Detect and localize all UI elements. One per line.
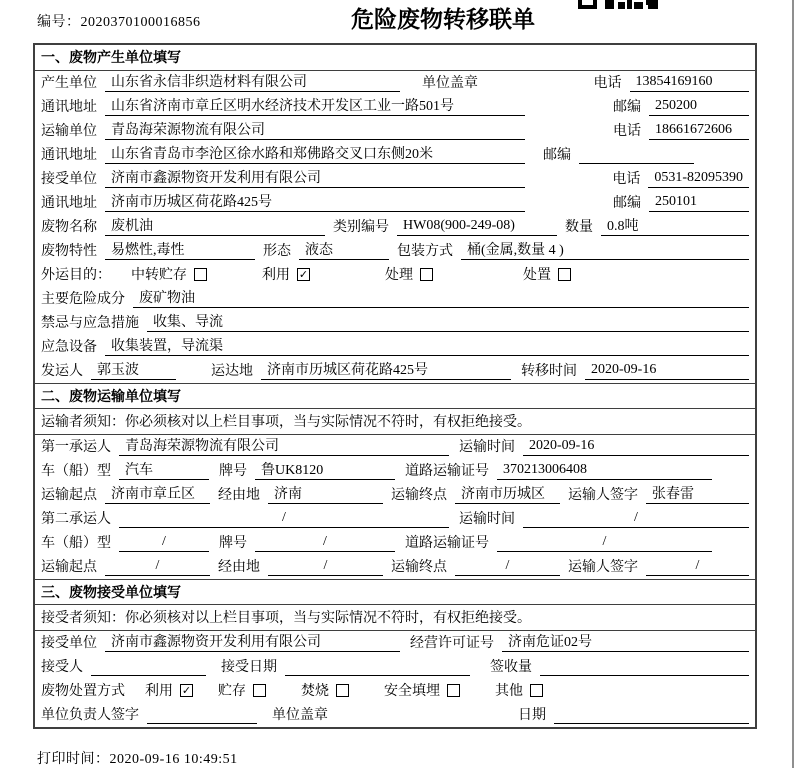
plate1-value: 鲁UK8120 [255,459,395,480]
destination-value: 济南市历城区荷花路425号 [261,359,511,380]
equipment-row [35,335,755,359]
quantity-value: 0.8吨 [601,215,749,236]
option-label: 利用 [145,684,173,699]
road-cert-label: 道路运输证号 [405,536,489,551]
date-label: 日期 [518,708,546,723]
carrier1-value: 青岛海荣源物流有限公司 [119,435,449,456]
character-label: 废物特性 [41,244,97,259]
receiver-address-row [35,191,755,215]
license-label: 经营许可证号 [410,636,494,651]
unit-seal-label: 单位盖章 [272,708,328,723]
receiver-address-value: 济南市历城区荷花路425号 [105,191,525,212]
route1-row [35,483,755,507]
taboo-label: 禁忌与应急措施 [41,316,139,331]
section2-header [35,383,755,409]
equipment-value: 收集装置，导流渠 [105,335,749,356]
option-label: 贮存 [218,684,246,699]
shipper-label: 发运人 [41,364,83,379]
transporter-zip-value [579,146,694,164]
accept-unit-label: 接受单位 [41,636,97,651]
signature-label: 运输人签字 [568,488,638,503]
received-amount-value [540,658,749,676]
checkbox-store [253,684,266,697]
accept-person-label: 接受人 [41,660,83,675]
received-amount-label: 签收量 [490,660,532,675]
purpose-label: 外运目的： [41,268,111,283]
receiver-label: 接受单位 [41,172,97,187]
producer-label: 产生单位 [41,76,97,91]
road-cert1-value: 370213006408 [497,462,712,480]
end-label: 运输终点 [391,488,447,503]
waste-character-row [35,239,755,263]
transporter-label: 运输单位 [41,124,97,139]
vehicle-type1-value: 汽车 [119,459,209,480]
accept-person-row [35,655,755,679]
category-value: HW08(900-249-08) [397,218,557,236]
section3-title: 三、废物接受单位填写 [41,585,181,601]
transporter-notice-row [35,409,755,435]
accept-date-label: 接受日期 [221,660,277,675]
document-header [0,0,796,41]
receiver-notice-row [35,605,755,631]
transporter-phone-value: 18661672606 [649,122,749,140]
producer-address-row [35,95,755,119]
carrier2-label: 第二承运人 [41,512,111,527]
receiver-notice: 接受者须知：你必须核对以上栏目事项，当与实际情况不符时，有权拒绝接受。 [41,611,531,626]
option-label: 利用 [262,268,290,283]
license-value: 济南危证02号 [502,631,749,652]
origin-label: 运输起点 [41,560,97,575]
page-right-edge [792,0,794,768]
shipper-value: 郭玉波 [91,359,176,380]
accept-date-value [285,658,470,676]
zip-label: 邮编 [613,196,641,211]
phone-label: 电话 [613,124,641,139]
origin-label: 运输起点 [41,488,97,503]
checkbox-transfer-storage [194,268,207,281]
end2-value: / [455,558,560,576]
hazard-value: 废矿物油 [133,287,749,308]
transporter-address-row [35,143,755,167]
checkbox-landfill [447,684,460,697]
origin2-value: / [105,558,210,576]
zip-label: 邮编 [543,148,571,163]
print-time: 打印时间：2020-09-16 10:49:51 [37,752,238,767]
form-state-label: 形态 [263,244,291,259]
section3-header [35,579,755,605]
option-label: 安全填埋 [384,684,440,699]
checkbox-incinerate [336,684,349,697]
packing-label: 包装方式 [397,244,453,259]
option-dispose [523,264,571,284]
responsible-signature-row [35,703,755,727]
shipper-row [35,359,755,383]
producer-zip-value: 250200 [649,98,749,116]
transfer-time-value: 2020-09-16 [585,362,749,380]
equipment-label: 应急设备 [41,340,97,355]
producer-phone-value: 13854169160 [630,74,750,92]
vehicle-type-label: 车（船）型 [41,536,111,551]
road-cert-label: 道路运输证号 [405,464,489,479]
checkbox-utilize: ✓ [181,683,192,697]
road-cert2-value: / [497,534,712,552]
option-utilize [145,680,193,700]
transporter-value: 青岛海荣源物流有限公司 [105,119,525,140]
unit-seal-label: 单位盖章 [422,76,478,91]
responsible-signature-label: 单位负责人签字 [41,708,139,723]
transporter-address-value: 山东省青岛市李沧区徐水路和郑佛路交叉口东侧20米 [105,143,525,164]
carrier1-row [35,435,755,459]
hazard-label: 主要危险成分 [41,292,125,307]
date-value [554,706,749,724]
disposal-method-label: 废物处置方式 [41,684,125,699]
taboo-value: 收集、导流 [147,311,749,332]
option-label: 焚烧 [301,684,329,699]
carrier2-row [35,507,755,531]
phone-label: 电话 [593,76,622,91]
transporter-notice: 运输者须知：你必须核对以上栏目事项，当与实际情况不符时，有权拒绝接受。 [41,415,531,430]
origin1-value: 济南市章丘区 [105,483,210,504]
end-label: 运输终点 [391,560,447,575]
waste-name-value: 废机油 [105,215,325,236]
checkbox-dispose [558,268,571,281]
receiver-row [35,167,755,191]
disposal-method-row [35,679,755,703]
option-utilize [262,264,310,284]
receiver-zip-value: 250101 [649,194,749,212]
taboo-row [35,311,755,335]
receiver-phone-value: 0531-82095390 [648,170,749,188]
accept-unit-value: 济南市鑫源物资开发利用有限公司 [105,631,400,652]
waste-name-row [35,215,755,239]
option-landfill [384,680,460,700]
address-label: 通讯地址 [41,148,97,163]
transfer-time-label: 转移时间 [521,364,577,379]
packing-value: 桶(金属,数量 4 ) [461,239,749,260]
responsible-signature-value [147,706,257,724]
option-label: 其他 [495,684,523,699]
vehicle2-row [35,531,755,555]
option-incinerate [301,680,349,700]
accept-unit-row [35,631,755,655]
form-state-value: 液态 [299,239,389,260]
vehicle-type-label: 车（船）型 [41,464,111,479]
via2-value: / [268,558,383,576]
signature2-value: / [646,558,749,576]
signature1-value: 张春雷 [646,483,749,504]
end1-value: 济南市历城区 [455,483,560,504]
producer-value: 山东省永信非织造材料有限公司 [105,71,400,92]
option-label: 中转贮存 [131,268,187,283]
checkbox-treat [420,268,433,281]
via1-value: 济南 [268,483,383,504]
via-label: 经由地 [218,488,260,503]
vehicle-type2-value: / [119,534,209,552]
option-label: 处置 [523,268,551,283]
serial-number: 编号：2020370100016856 [37,15,201,30]
purpose-row [35,263,755,287]
via-label: 经由地 [218,560,260,575]
category-label: 类别编号 [333,220,389,235]
address-label: 通讯地址 [41,196,97,211]
destination-label: 运达地 [211,364,253,379]
zip-label: 邮编 [613,100,641,115]
plate-label: 牌号 [219,464,247,479]
quantity-label: 数量 [565,220,593,235]
option-other [495,680,543,700]
checkbox-utilize: ✓ [298,267,309,281]
vehicle1-row [35,459,755,483]
transport-time-label: 运输时间 [459,512,515,527]
section1-header [35,45,755,71]
section1-title: 一、废物产生单位填写 [41,51,181,66]
character-value: 易燃性,毒性 [105,239,255,260]
carrier2-value: / [119,510,449,528]
checkbox-other [530,684,543,697]
option-transfer-storage [131,264,207,284]
accept-person-value [91,658,206,676]
option-treat [385,264,433,284]
producer-row [35,71,755,95]
signature-label: 运输人签字 [568,560,638,575]
page-title: 危险废物转移联单 [351,7,535,32]
plate-label: 牌号 [219,536,247,551]
waste-name-label: 废物名称 [41,220,97,235]
transport-time2-value: / [523,510,749,528]
transfer-form-table [33,43,757,729]
producer-address-value: 山东省济南市章丘区明水经济技术开发区工业一路501号 [105,95,525,116]
address-label: 通讯地址 [41,100,97,115]
transport-time-label: 运输时间 [459,440,515,455]
receiver-value: 济南市鑫源物资开发利用有限公司 [105,167,525,188]
phone-label: 电话 [612,172,641,187]
carrier1-label: 第一承运人 [41,440,111,455]
transport-time1-value: 2020-09-16 [523,438,749,456]
route2-row [35,555,755,579]
qr-code-icon [578,0,658,9]
transporter-row [35,119,755,143]
plate2-value: / [255,534,395,552]
option-label: 处理 [385,268,413,283]
option-store [218,680,266,700]
hazard-row [35,287,755,311]
section2-title: 二、废物运输单位填写 [41,389,181,405]
